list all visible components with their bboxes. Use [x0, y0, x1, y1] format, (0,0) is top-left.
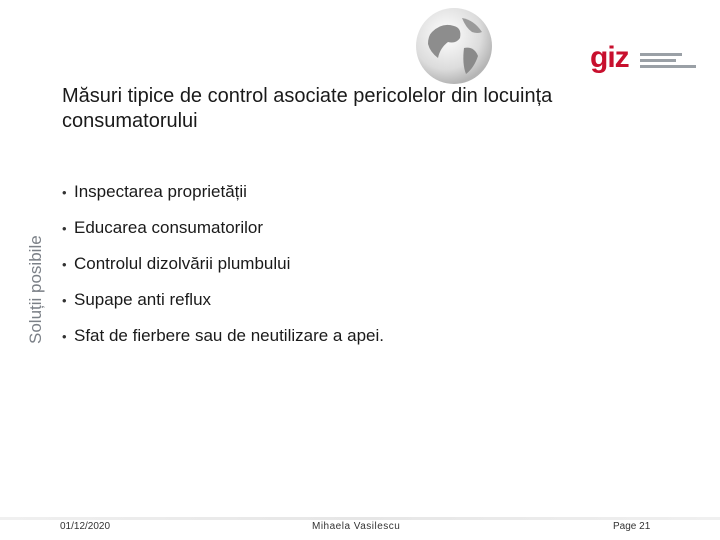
footer-date: 01/12/2020: [60, 521, 111, 532]
footer-divider: [0, 517, 720, 520]
bullet-text: Educarea consumatorilor: [74, 218, 263, 237]
bullet-icon: •: [62, 185, 67, 200]
giz-logo-mark: giz: [590, 41, 629, 74]
globe-icon: [412, 4, 496, 88]
bullet-text: Inspectarea proprietății: [74, 182, 247, 201]
bullet-text: Sfat de fierbere sau de neutilizare a apei.: [74, 326, 384, 345]
bullet-text: Controlul dizolvării plumbului: [74, 254, 291, 273]
slide-title: Măsuri tipice de control asociate pericolelor din locuința consumatorului: [62, 85, 553, 132]
footer-page-number: Page 21: [613, 521, 651, 532]
giz-logo-tagline: [640, 53, 696, 71]
side-label: Soluții posibile: [26, 235, 45, 344]
bullet-text: Supape anti reflux: [74, 290, 212, 309]
bullet-item: [62, 216, 384, 252]
bullet-item: [62, 324, 384, 360]
footer-author: Mihaela Vasilescu: [312, 521, 401, 532]
bullet-item: [62, 180, 384, 216]
bullet-icon: •: [62, 257, 67, 272]
bullet-icon: •: [62, 293, 67, 308]
bullet-item: [62, 288, 384, 324]
bullet-icon: •: [62, 329, 67, 344]
giz-logo: [590, 41, 700, 77]
bullet-item: [62, 252, 384, 288]
bullet-list: [62, 180, 384, 360]
bullet-icon: •: [62, 221, 67, 236]
